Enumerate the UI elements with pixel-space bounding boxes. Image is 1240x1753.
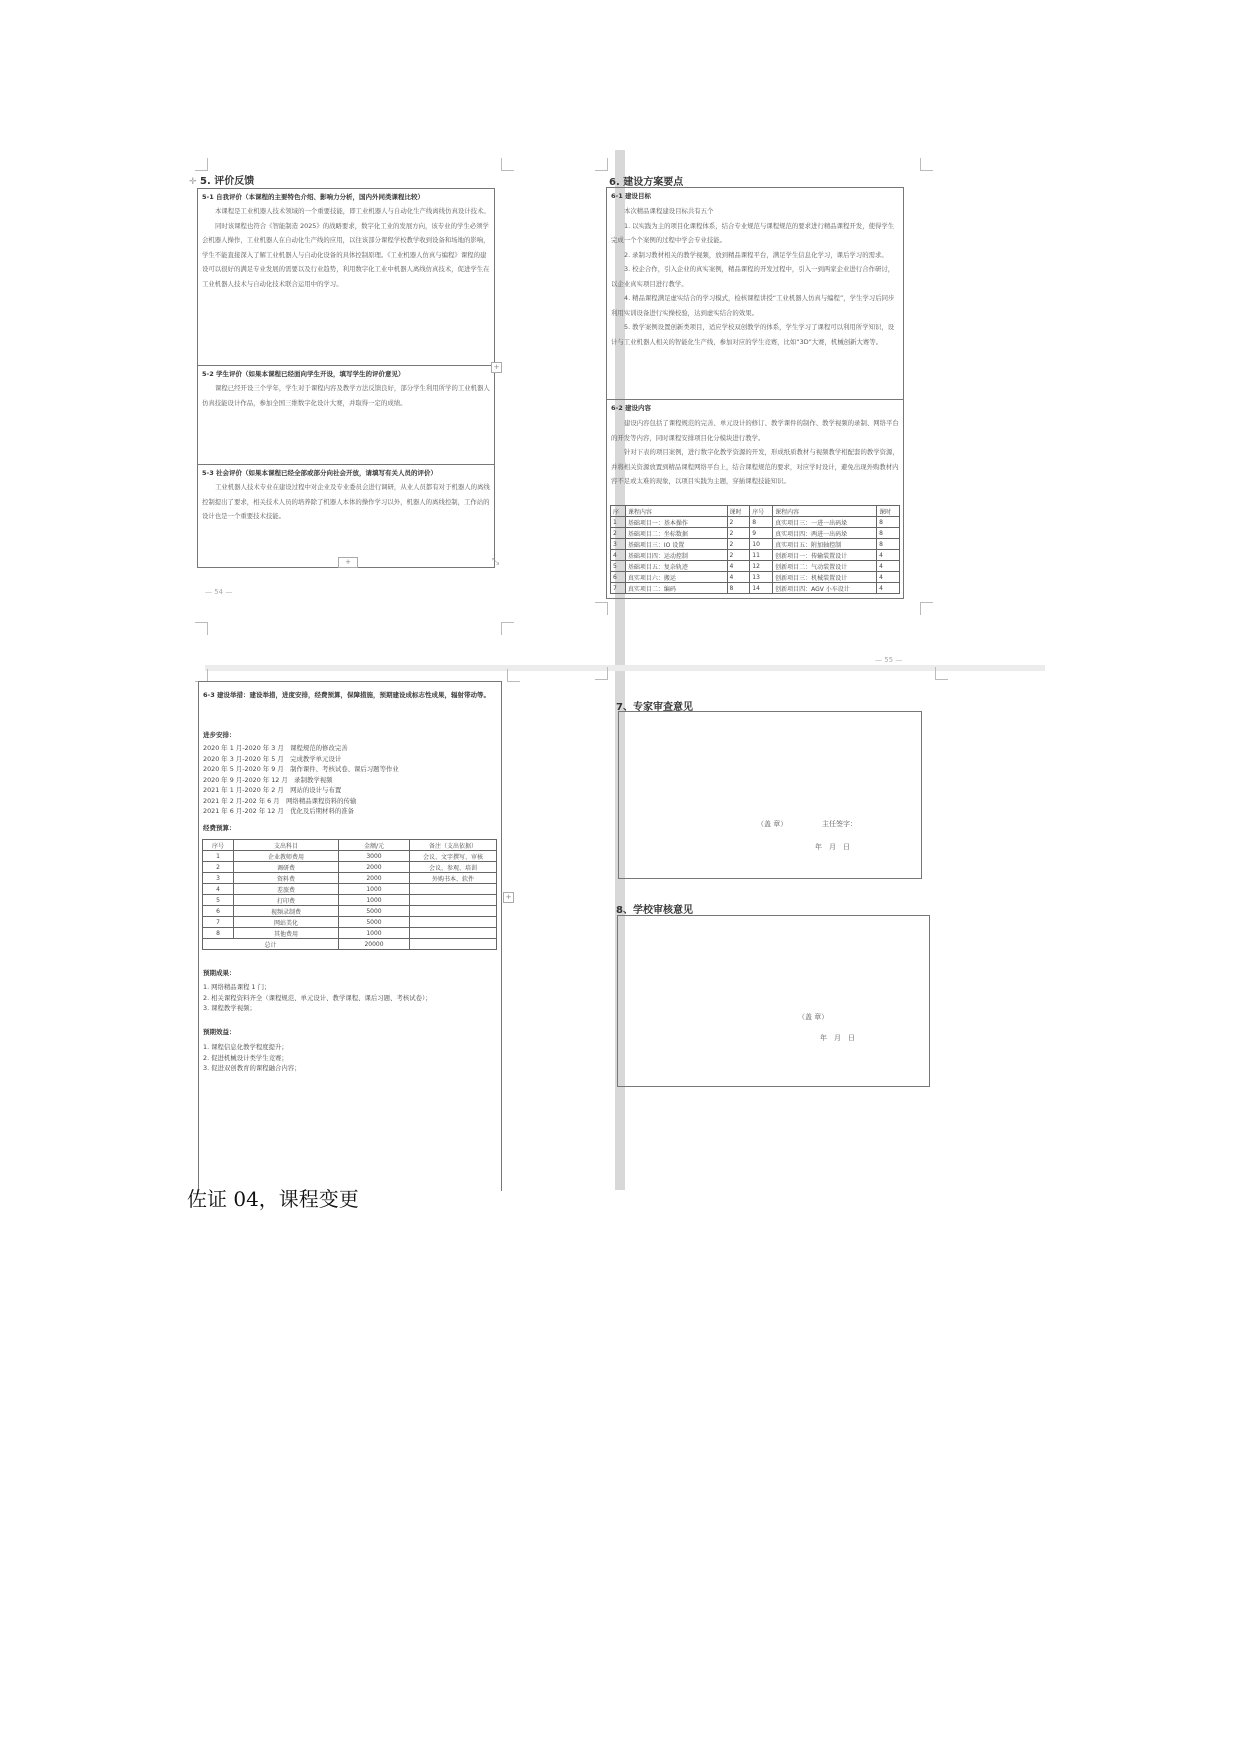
table-cell: 4	[877, 550, 900, 561]
table-cell: 8	[203, 928, 234, 939]
margin-mark	[195, 622, 208, 635]
table-cell: 企业教师费用	[234, 851, 339, 862]
table-cell	[410, 906, 497, 917]
table-total-row	[203, 939, 497, 950]
table-cell: 1000	[339, 928, 410, 939]
table-cell: 1	[203, 851, 234, 862]
course-content-table	[610, 505, 900, 594]
table-row	[203, 851, 497, 862]
table-cell: 创新项目二：气动装置设计	[773, 561, 877, 572]
table-cell: 4	[877, 572, 900, 583]
table-cell: 4	[727, 561, 750, 572]
table-cell: 真实项目二：编码	[625, 583, 727, 594]
expert-review-title: 7、专家审查意见	[616, 702, 693, 713]
section-body	[202, 480, 490, 524]
table-cell: 4	[611, 550, 626, 561]
section-body	[202, 204, 490, 291]
outcome-item: 1. 网络精品课程 1 门；	[203, 983, 271, 991]
margin-mark	[595, 602, 608, 615]
date-label: 年 月 日	[820, 1034, 855, 1042]
table-header-cell: 序号	[203, 840, 234, 851]
paragraph: 5. 教学案例设置创新类项目，适应学校双创教学的体系，学生学习了课程可以利用所学知识，设计与工业机器人相关的智能化生产线，参加对应的学生竞赛，比如“3D”大赛，机械创新大赛等。	[611, 323, 895, 346]
effect-item: 2. 促进机械设计类学生竞赛；	[203, 1053, 288, 1062]
table-row	[203, 873, 497, 884]
table-cell	[410, 917, 497, 928]
table-cell: 4	[877, 583, 900, 594]
date-label: 年 月 日	[815, 843, 850, 851]
table-cell: 8	[727, 583, 750, 594]
effects-heading: 预期效益：	[203, 1028, 236, 1036]
schedule-heading: 进步安排：	[203, 731, 236, 739]
table-row	[611, 561, 900, 572]
margin-mark	[920, 602, 933, 615]
table-header-cell: 课程内容	[625, 506, 727, 517]
table-cell: 3000	[339, 851, 410, 862]
paragraph: 3. 校企合作，引入企业的真实案例，精品课程的开发过程中，引入一到两家企业进行合作研讨，以企业真实项目进行教学。	[611, 265, 895, 288]
table-cell: 4	[727, 572, 750, 583]
section-body	[611, 416, 899, 489]
table-cell: 6	[611, 572, 626, 583]
table-resize-handle-icon[interactable]: ⤡	[492, 557, 500, 567]
page-57	[616, 671, 1045, 1190]
table-row	[611, 550, 900, 561]
schedule-item: 2020 年 5 月-2020 年 9 月 制作课件、考核试卷、课后习题等作业	[203, 765, 399, 773]
outcomes-list	[203, 982, 432, 1014]
table-cell: 11	[750, 550, 773, 561]
row-divider	[607, 399, 903, 400]
table-cell: 5	[611, 561, 626, 572]
table-cell: 网站美化	[234, 917, 339, 928]
table-row	[611, 517, 900, 528]
table-cell: 基础项目二：坐标数据	[625, 528, 727, 539]
table-row	[611, 572, 900, 583]
table-cell: 6	[203, 906, 234, 917]
section-body	[202, 381, 490, 410]
margin-mark	[195, 158, 208, 171]
table-row	[611, 528, 900, 539]
table-row	[203, 895, 497, 906]
paragraph: 课程已经开设三个学年，学生对于课程内容及教学方法反馈良好，部分学生利用所学的工业机器人仿真技能设计作品，参加全国三维数字化设计大赛，并取得一定的成绩。	[202, 384, 490, 407]
paragraph: 1. 以实践为主的项目化课程体系，结合专业规范与课程规范的要求进行精品课程开发，使得学生完成一个个案例的过程中学会专业技能。	[611, 221, 895, 244]
margin-mark	[501, 622, 514, 635]
table-cell: 会议、文字撰写、审核	[410, 851, 497, 862]
table-header-cell: 课程内容	[773, 506, 877, 517]
table-cell: 真实项目五：附加轴控制	[773, 539, 877, 550]
table-cell: 真实项目三：一进一出码垛	[773, 517, 877, 528]
add-row-button[interactable]: +	[338, 557, 358, 568]
table-header-cell: 支出科目	[234, 840, 339, 851]
table-header-cell: 金额/元	[339, 840, 410, 851]
table-cell: 2	[727, 550, 750, 561]
table-header-cell: 序	[611, 506, 626, 517]
section-heading: 5-1 自我评价（本课程的主要特色介绍、影响力分析，国内外同类课程比较）	[202, 193, 425, 201]
expert-review-box	[618, 711, 922, 879]
page-title: 6. 建设方案要点	[609, 177, 684, 188]
seal-label: （盖 章）	[798, 1013, 829, 1021]
table-header-cell: 课时	[727, 506, 750, 517]
page-56	[205, 671, 615, 1190]
table-cell: 14	[750, 583, 773, 594]
table-cell: 8	[877, 528, 900, 539]
margin-mark	[920, 158, 933, 171]
page-title: 5. 评价反馈	[200, 176, 255, 187]
table-cell: 外购书本、软件	[410, 873, 497, 884]
table-row	[203, 917, 497, 928]
table-cell: 7	[611, 583, 626, 594]
table-cell: 5000	[339, 917, 410, 928]
table-header-cell: 备注（支出依据）	[410, 840, 497, 851]
table-row	[203, 928, 497, 939]
measures-table	[198, 681, 502, 1191]
page-number: — 55 —	[875, 656, 903, 664]
margin-mark	[595, 158, 608, 171]
table-cell: 视频录制费	[234, 906, 339, 917]
paragraph: 本次精品课程建设目标共有五个	[624, 207, 714, 215]
schedule-item: 2021 年 2 月-202 年 6 月 网络精品课程资料的传输	[203, 796, 357, 805]
table-cell: 会议、参观、培训	[410, 862, 497, 873]
budget-heading: 经费预算：	[203, 824, 236, 832]
table-cell: 7	[203, 917, 234, 928]
table-cell: 10	[750, 539, 773, 550]
table-cell: 基础项目一：基本操作	[625, 517, 727, 528]
table-cell: 3	[611, 539, 626, 550]
table-cell: 2000	[339, 862, 410, 873]
table-cell: 1	[611, 517, 626, 528]
table-header-cell: 课时	[877, 506, 900, 517]
table-cell: 2	[203, 862, 234, 873]
table-row	[611, 583, 900, 594]
table-cell: 2	[727, 517, 750, 528]
table-cell: 2	[727, 539, 750, 550]
table-cell: 打印费	[234, 895, 339, 906]
table-cell	[410, 928, 497, 939]
margin-mark	[501, 158, 514, 171]
table-cell: 资料费	[234, 873, 339, 884]
signer-label: 主任签字：	[822, 820, 857, 828]
table-cell: 5	[203, 895, 234, 906]
page-55	[609, 150, 1045, 665]
section-heading: 5-3 社会评价（如果本课程已经全部或部分向社会开放，请填写有关人员的评价）	[202, 469, 438, 477]
table-cell: 真实项目四：两进一出码垛	[773, 528, 877, 539]
margin-mark	[507, 669, 520, 682]
table-cell: 总计	[203, 939, 339, 950]
outcome-item: 3. 课程教学视频；	[203, 1004, 256, 1012]
school-review-box	[617, 915, 930, 1087]
section-heading: 5-2 学生评价（如果本课程已经面向学生开设，填写学生的评价意见）	[202, 370, 405, 378]
table-cell	[410, 884, 497, 895]
table-cell	[410, 895, 497, 906]
table-cell: 2000	[339, 873, 410, 884]
table-cell: 20000	[339, 939, 410, 950]
table-cell: 创新项目三：机械装置设计	[773, 572, 877, 583]
paragraph: 工业机器人技术专业在建设过程中对企业及专业委员会进行调研，从业人员都有对于机器人的离线控制提出了要求，相关技术人员的培养除了机器人本体的操作学习以外，机器人的离线控制，工作站的设计也是一个重要技术技能。	[202, 483, 490, 520]
outcomes-heading: 预期成果：	[203, 969, 236, 977]
schedule-item: 2021 年 1 月-2020 年 2 月 网站的设计与布置	[203, 786, 342, 794]
row-divider	[198, 464, 494, 465]
evaluation-table	[197, 188, 495, 568]
section-heading: 6-2 建设内容	[611, 404, 652, 412]
table-cell: 5000	[339, 906, 410, 917]
table-cell: 12	[750, 561, 773, 572]
effects-list	[203, 1042, 301, 1074]
schedule-list	[203, 743, 399, 817]
budget-table	[202, 839, 497, 950]
schedule-item: 2020 年 1 月-2020 年 3 月 课程规范的修改完善	[203, 744, 348, 752]
margin-mark	[595, 667, 608, 680]
table-cell: 基础项目三：IO 设置	[625, 539, 727, 550]
paragraph: 本课程是工业机器人技术领域的一个重要技能，即工业机器人与自动化生产线离线仿真设计技术。	[215, 207, 490, 215]
page-number: — 54 —	[205, 588, 233, 596]
document-screenshot	[189, 150, 1045, 1190]
table-cell: 8	[750, 517, 773, 528]
table-cell: 4	[203, 884, 234, 895]
schedule-item: 2020 年 9 月-2020 年 12 月 录制教学视频	[203, 775, 333, 784]
table-cell: 基础项目四：运动控制	[625, 550, 727, 561]
table-cell: 8	[877, 517, 900, 528]
schedule-item: 2020 年 3 月-2020 年 5 月 完成教学单元设计	[203, 754, 342, 763]
table-cell: 3	[203, 873, 234, 884]
table-cell: 2	[611, 528, 626, 539]
table-cell: 其他费用	[234, 928, 339, 939]
table-row	[203, 862, 497, 873]
table-row	[611, 539, 900, 550]
table-move-handle-icon[interactable]: ✛	[189, 177, 197, 187]
table-cell: 1000	[339, 884, 410, 895]
paragraph: 针对下表的项目案例，进行数字化教学资源的开发，形成纸质教材与视频教学相配套的教学资源，并将相关资源放置到精品课程网络平台上，结合课程规范的要求，对应学时设计，避免出现外购教材内容不足或太难的现象，以项目实践为主题，穿插课程技能知识。	[611, 448, 899, 485]
margin-mark	[935, 667, 948, 680]
table-cell: 调研费	[234, 862, 339, 873]
table-cell: 8	[877, 539, 900, 550]
table-row	[203, 906, 497, 917]
seal-label: （盖 章）	[757, 820, 788, 828]
figure-caption: 佐证 04，课程变更	[187, 1187, 359, 1211]
page-54	[189, 150, 615, 665]
add-row-button[interactable]: +	[491, 362, 502, 373]
section-heading: 6-1 建设目标	[611, 192, 652, 200]
table-cell: 基础项目五：复杂轨迹	[625, 561, 727, 572]
paragraph: 2. 录制习教材相关的教学视频，放到精品课程平台，满足学生信息化学习，课后学习的需求。	[624, 250, 888, 259]
table-cell: 创新项目四：AGV 小车设计	[773, 583, 877, 594]
table-cell: 9	[750, 528, 773, 539]
table-cell: 创新项目一：传输装置设计	[773, 550, 877, 561]
table-header-cell: 序号	[750, 506, 773, 517]
school-review-title: 8、学校审核意见	[616, 905, 693, 916]
table-cell: 13	[750, 572, 773, 583]
paragraph: 同时该课程也符合《智能制造 2025》的战略要求，数字化工业的发展方向，该专业的学生必须学会机器人操作，工业机器人在自动化生产线的应用，以往该部分课程学校教学收到设备和场地的影响，学生不能直接深入了解工业机器人与自动化设备的具体控制原理。《工业机器人仿真与编程》课程的建设可以很好的满足专业发展的需要以及行业趋势，利用数字化工业中机器人离线仿真技术，促进学生在工业机器人技术与自动化技术联合运用中的学习。	[202, 221, 490, 288]
paragraph: 4. 精品课程满足虚实结合的学习模式，检核课程讲授“工业机器人仿真与编程”，学生学习后同步利用实训设备进行实操校验，达到虚实结合的效果。	[611, 294, 895, 317]
paragraph: 建设内容包括了课程规范的完善、单元设计的修订、教学课件的制作、教学视频的录制、网络平台的开发等内容，同时课程安排项目化分模块进行教学。	[611, 419, 899, 442]
section-heading: 6-3 建设举措：建设举措，进度安排，经费预算，保障措施，预期建设成标志性成果，辐射带动等。	[203, 691, 491, 699]
table-cell: 差旅费	[234, 884, 339, 895]
effect-item: 3. 促进双创教育的课程融合内容；	[203, 1064, 301, 1072]
row-divider	[198, 365, 494, 366]
table-header-row	[611, 506, 900, 517]
table-header-row	[203, 840, 497, 851]
schedule-item: 2021 年 6 月-202 年 12 月 优化及后期材料的准备	[203, 807, 355, 815]
table-row	[203, 884, 497, 895]
table-cell: 4	[877, 561, 900, 572]
table-cell: 2	[727, 528, 750, 539]
table-cell: 真实项目六：搬运	[625, 572, 727, 583]
section-body	[611, 204, 899, 349]
outcome-item: 2. 相关课程资料齐全（课程规范、单元设计、教学课程、课后习题、考核试卷）；	[203, 993, 432, 1002]
effect-item: 1. 课程信息化教学程度提升；	[203, 1043, 288, 1051]
table-cell: 1000	[339, 895, 410, 906]
add-row-button[interactable]: +	[503, 892, 514, 903]
table-cell	[410, 939, 497, 950]
